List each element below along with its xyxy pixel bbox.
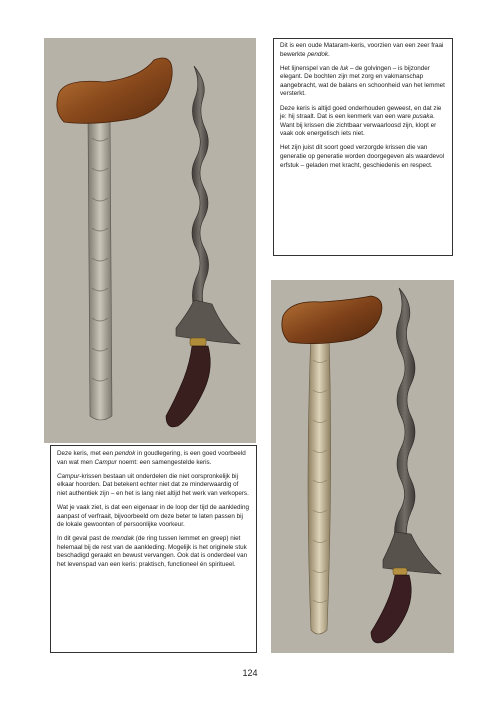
- page-number: 124: [242, 668, 258, 678]
- scabbard-body: [88, 118, 112, 420]
- blade: [395, 288, 416, 538]
- top-paragraph-3: Deze keris is altijd goed onderhouden geweest, en dat zie je: hij straalt. Dat is een kenmerk van een ware pusaka. Want bij krissen die zichtbaar verwaarloosd zijn, klopt er vaak ook energetisch iets niet.: [280, 104, 442, 138]
- blade: [192, 66, 209, 308]
- sheath-top: [282, 296, 382, 344]
- keris-photo-right: [271, 280, 454, 653]
- bottom-paragraph-2: Campur-krissen bestaan uit onderdelen die niet oorspronkelijk bij elkaar hoorden. Dat betekent echter niet dat ze minderwaardig of niet authentiek zijn – en het is lang niet altijd het werk van verkopers.: [57, 472, 249, 497]
- guard: [176, 300, 240, 344]
- hilt: [371, 575, 411, 643]
- scabbard-body: [308, 334, 331, 634]
- sheath-top: [57, 58, 172, 123]
- hilt: [166, 346, 210, 427]
- top-paragraph-2: Het lijnenspel van de luk – de golvingen – is bijzonder elegant. De bochten zijn met zorg en vakmanschap aangebracht, wat de balans en schoonheid van het lemmet versterkt.: [280, 64, 445, 98]
- keris-photo-left: [44, 38, 256, 443]
- top-paragraph-4: Het zijn juist dit soort goed verzorgde krissen die van generatie op generatie worden doorgegeven als waardevol erfstuk – geladen met kracht, geschiedenis en respect.: [280, 144, 445, 169]
- mendak-ring: [190, 338, 206, 346]
- bottom-paragraph-4: In dit geval past de mendak (de ring tussen lemmet en greep) niet helemaal bij de rest van de aankleding. Mogelijk is het originele stuk beschadigd geraakt en bewust vervangen. Ook dat is onderdeel van het levenspad van een keris: praktisch, functioneel én spiritueel.: [57, 535, 248, 569]
- guard: [383, 532, 441, 574]
- bottom-paragraph-3: Wat je vaak ziet, is dat een eigenaar in de loop der tijd de aankleding aanpast of verfraait, bijvoorbeeld om deze beter te laten passen bij de lokale gewoonten of persoonlijke voorkeur.: [57, 503, 249, 529]
- description-box-bottom: [50, 445, 257, 653]
- top-paragraph-1: Dit is een oude Mataram-keris, voorzien van een zeer fraai bewerkte pendok.: [280, 42, 444, 58]
- keris-illustration-left: [44, 38, 256, 443]
- bottom-paragraph-1: Deze keris, met een pendok in goudlegering, is een goed voorbeeld van wat men Campur noemt: een samengestelde keris.: [57, 450, 246, 466]
- mendak-ring: [393, 568, 407, 575]
- keris-illustration-right: [271, 280, 454, 653]
- description-box-top: [273, 38, 453, 256]
